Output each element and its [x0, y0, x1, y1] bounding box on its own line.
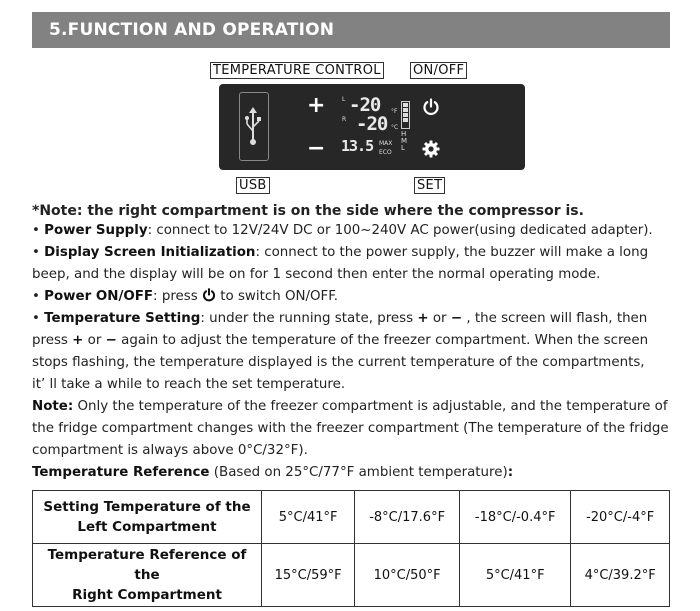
temp-setting-label: Temperature Setting: [44, 311, 201, 326]
display-init-line-2: beep, and the display will be on for 1 second then enter the normal operating mode.: [32, 267, 601, 282]
power-onoff-line: • Power ON/OFF: press to switch ON/OFF.: [32, 289, 339, 304]
unit-c: °C: [391, 124, 399, 131]
plus-button[interactable]: +: [307, 93, 326, 118]
temp-setting-line-3: stops flashing, the temperature displayed is the current temperature of the compartments,: [32, 355, 645, 370]
compartment-note: *Note: the right compartment is on the side where the compressor is.: [32, 203, 584, 219]
note2-line-1: [32, 396, 668, 418]
eco-indicator: ECO: [379, 149, 392, 156]
row-header-left: [33, 491, 262, 544]
section-title: 5.FUNCTION AND OPERATION: [49, 20, 335, 40]
temp-setting-text-2: again to adjust the temperature of the freezer compartment. When the screen: [116, 333, 649, 348]
power-supply-label: Power Supply: [44, 223, 148, 238]
temp-setting-or-2: or: [83, 333, 106, 348]
level-h: H: [401, 130, 407, 138]
power-onoff-text-b: to switch ON/OFF.: [215, 289, 339, 304]
row-header-right-line-1: Temperature Reference of the: [47, 547, 247, 583]
level-m: M: [401, 137, 408, 145]
temp-setting-text-c: , the screen will flash, then: [462, 311, 648, 326]
left-indicator: L: [342, 96, 346, 103]
display-init-text-1: : connect to the power supply, the buzzer will make a long: [255, 245, 649, 260]
power-icon: [202, 288, 216, 302]
table-row: [33, 544, 670, 607]
temp-setting-press: press: [32, 333, 73, 348]
lcd-display: [339, 93, 419, 163]
temp-setting-line-4: it’ ll take a while to reach the set temperature.: [32, 377, 346, 392]
fan-level-indicator: [401, 131, 407, 152]
temp-setting-or: or: [428, 311, 451, 326]
table-row: [33, 491, 670, 544]
table-cell: 5°C/41°F: [262, 491, 355, 544]
minus-symbol: −: [105, 333, 117, 348]
left-temp-readout: -20: [349, 94, 381, 116]
level-l: L: [401, 144, 405, 152]
temperature-control-label: TEMPERATURE CONTROL: [210, 62, 384, 79]
control-panel: [219, 84, 525, 170]
power-supply-text: : connect to 12V/24V DC or 100~240V AC power(using dedicated adapter).: [147, 223, 653, 238]
table-cell: -20°C/-4°F: [571, 491, 670, 544]
plus-symbol: +: [72, 333, 84, 348]
right-indicator: R: [342, 116, 347, 123]
minus-symbol: −: [450, 311, 463, 326]
row-header-right: [33, 544, 262, 607]
right-temp-readout: -20: [356, 113, 388, 135]
table-cell: -8°C/17.6°F: [355, 491, 460, 544]
temp-setting-line-2: [32, 330, 648, 352]
display-init-line: • Display Screen Initialization: connect to the power supply, the buzzer will make a long: [32, 245, 649, 260]
note2-label: Note:: [32, 399, 74, 414]
max-indicator: MAX: [379, 140, 393, 147]
power-onoff-label: Power ON/OFF: [44, 289, 154, 304]
temperature-reference-table: [32, 490, 670, 607]
table-cell: -18°C/-0.4°F: [460, 491, 571, 544]
plus-symbol: +: [417, 311, 429, 326]
note2-line-2: the fridge compartment changes with the freezer compartment (The temperature of the fridge: [32, 421, 669, 436]
unit-f: °F: [391, 108, 398, 115]
battery-icon: [401, 101, 410, 129]
usb-label: USB: [236, 177, 270, 194]
temp-setting-line-1: • Temperature Setting: under the running state, press + or − , the screen will flash, then: [32, 311, 648, 326]
note2-text-1: Only the temperature of the freezer compartment is adjustable, and the temperature of: [73, 399, 668, 414]
usb-port[interactable]: [239, 92, 269, 161]
row-header-left-line-1: Setting Temperature of the: [43, 499, 251, 515]
row-header-right-line-2: Right Compartment: [72, 587, 222, 603]
table-cell: 4°C/39.2°F: [571, 544, 670, 607]
gear-icon[interactable]: [422, 140, 440, 158]
temp-reference-line: [32, 462, 513, 484]
set-label: SET: [414, 177, 445, 194]
display-init-label: Display Screen Initialization: [44, 245, 256, 260]
section-header: [32, 12, 670, 48]
temp-reference-label: Temperature Reference: [32, 465, 210, 480]
usb-icon: [244, 107, 262, 147]
temp-reference-text: (Based on 25°C/77°F ambient temperature): [209, 465, 508, 480]
minus-button[interactable]: −: [307, 136, 326, 161]
note2-line-3: compartment is always above 0°C/32°F).: [32, 443, 308, 458]
table-cell: 10°C/50°F: [355, 544, 460, 607]
power-icon[interactable]: [422, 98, 440, 116]
row-header-left-line-2: Left Compartment: [77, 519, 217, 535]
power-onoff-text-a: : press: [153, 289, 202, 304]
voltage-readout: 13.5: [341, 137, 374, 155]
temp-reference-colon: :: [507, 465, 514, 480]
on-off-label: ON/OFF: [410, 62, 467, 79]
temp-setting-text: : under the running state, press: [200, 311, 418, 326]
power-supply-line: • Power Supply: connect to 12V/24V DC or 100~240V AC power(using dedicated adapter).: [32, 223, 653, 238]
table-cell: 15°C/59°F: [262, 544, 355, 607]
table-cell: 5°C/41°F: [460, 544, 571, 607]
